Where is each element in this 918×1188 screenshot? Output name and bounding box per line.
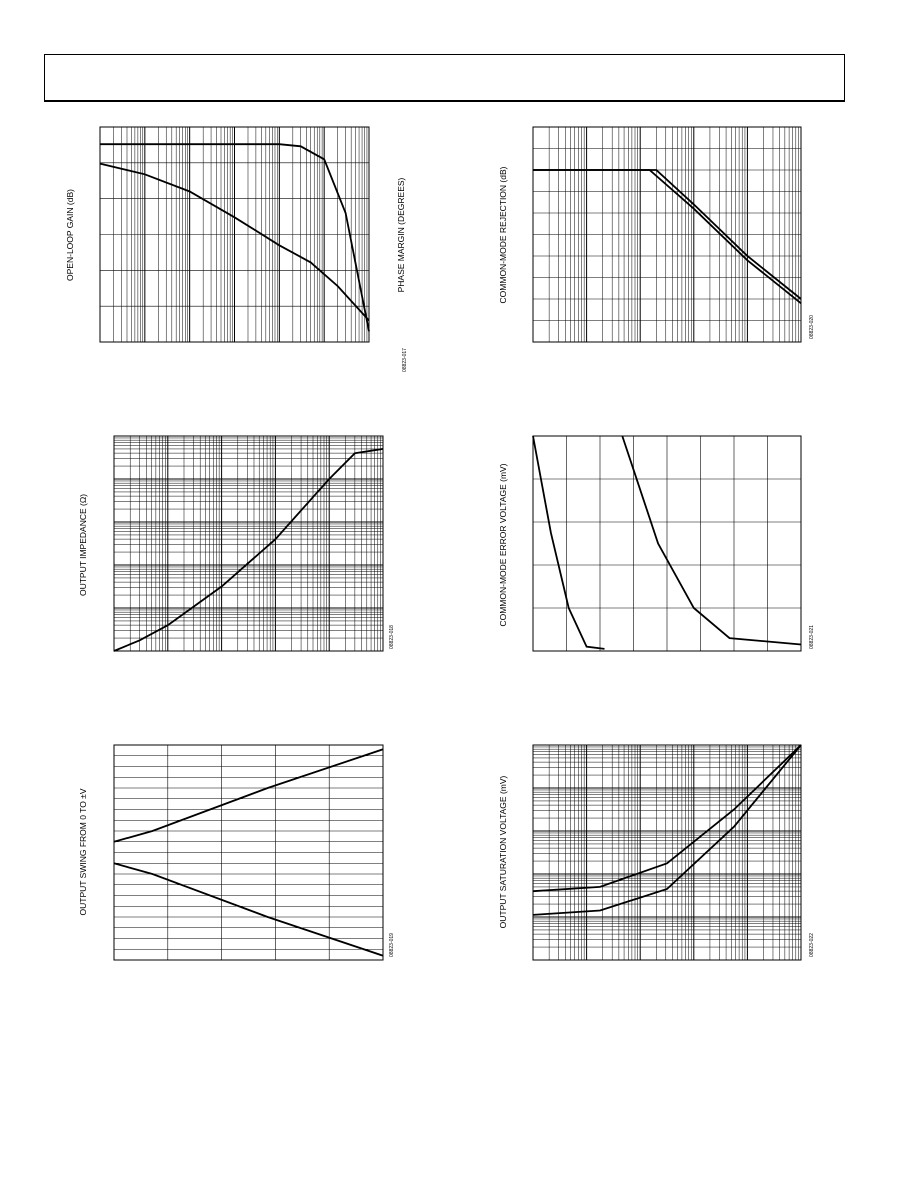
ylabel-output-saturation: OUTPUT SATURATION VOLTAGE (mV) (498, 775, 508, 929)
y2label-open-loop-gain: PHASE MARGIN (DEGREES) (396, 177, 406, 293)
ylabel-output-swing: OUTPUT SWING FROM 0 TO ±V (78, 788, 88, 916)
ylabel-cm-error-voltage: COMMON-MODE ERROR VOLTAGE (mV) (498, 463, 508, 627)
plot-frame (114, 436, 383, 651)
figure-id-cm-error-voltage: 08823-021 (809, 625, 815, 649)
ylabel-cmrr: COMMON-MODE REJECTION (dB) (498, 166, 508, 304)
series-line-2 (114, 863, 383, 955)
plot-frame (533, 745, 801, 960)
chart-cmrr (498, 127, 815, 342)
figure-id-cmrr: 08823-020 (809, 315, 815, 339)
grid-output-swing (114, 745, 383, 960)
grid-output-saturation (533, 745, 801, 960)
chart-cm-error-voltage (498, 436, 815, 651)
figure-id-output-swing: 08823-019 (389, 933, 395, 957)
figure-id-open-loop-gain: 08823-017 (402, 348, 408, 372)
chart-output-saturation (498, 745, 815, 960)
figure-id-output-saturation: 08823-022 (809, 933, 815, 957)
ylabel-output-impedance: OUTPUT IMPEDANCE (Ω) (78, 493, 88, 597)
series-line-2 (533, 170, 801, 303)
series-line-1 (533, 436, 605, 649)
chart-output-impedance (78, 436, 395, 651)
figure-id-output-impedance: 08823-018 (389, 625, 395, 649)
series-line-2 (622, 436, 801, 645)
grid-output-impedance (114, 436, 383, 651)
grid-open-loop-gain (100, 127, 369, 342)
series-line-1 (114, 749, 383, 842)
ylabel-open-loop-gain: OPEN-LOOP GAIN (dB) (65, 189, 75, 281)
chart-output-swing (78, 745, 395, 960)
chart-open-loop-gain (65, 127, 408, 372)
grid-cmrr (533, 127, 801, 342)
